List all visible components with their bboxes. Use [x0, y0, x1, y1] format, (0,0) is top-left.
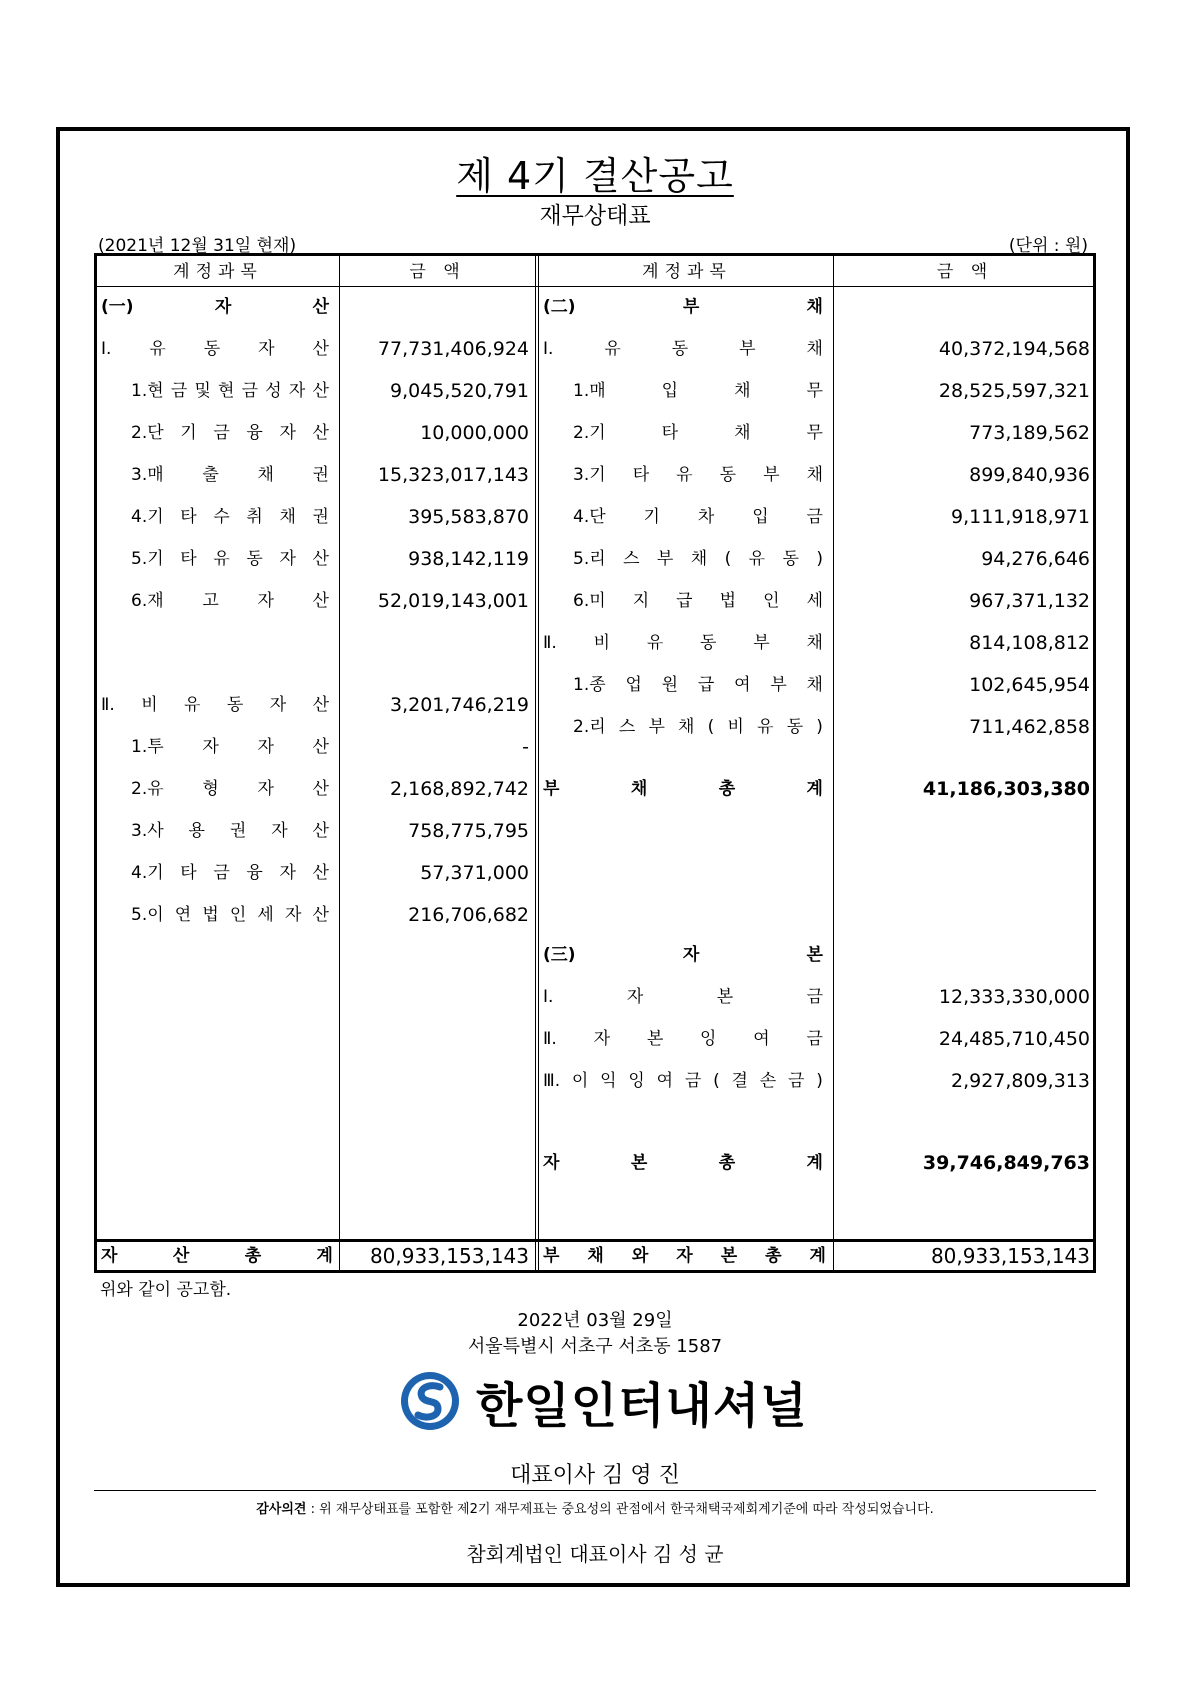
page-title: 제 4기 결산공고 [456, 154, 734, 198]
account-glyph: 부 [543, 779, 560, 799]
account-glyph: 인 [763, 591, 780, 611]
right-account-2 [573, 376, 823, 406]
account-glyph: 부 [770, 675, 787, 695]
account-glyph: 산 [312, 339, 329, 359]
account-glyph: 타 [180, 863, 197, 883]
account-glyph: 자 [626, 987, 644, 1007]
account-glyph: 와 [631, 1246, 649, 1266]
account-glyph: 채 [257, 465, 274, 485]
account-glyph: 2.기 [573, 423, 606, 443]
account-glyph: 금 [213, 423, 230, 443]
account-glyph: 동 [786, 717, 804, 737]
account-glyph: ( [713, 1071, 720, 1091]
account-glyph: 산 [312, 297, 329, 317]
account-glyph: 3.매 [131, 465, 164, 485]
left-amount-0 [340, 292, 529, 322]
account-glyph: 4.기 [131, 863, 164, 883]
account-glyph: 연 [174, 905, 192, 925]
account-glyph: 부 [739, 339, 756, 359]
header-amount-right: 금 액 [936, 262, 994, 282]
account-glyph: Ⅰ. [543, 987, 554, 1007]
account-glyph: 타 [661, 423, 679, 443]
account-glyph: 자 [279, 863, 296, 883]
left-account-7 [131, 586, 329, 616]
account-glyph: 비 [593, 633, 611, 653]
account-glyph: 자 [279, 549, 296, 569]
left-account-9 [131, 732, 329, 762]
account-glyph: 권 [229, 821, 247, 841]
divider [94, 1490, 1096, 1491]
account-glyph: 3.기 [573, 465, 606, 485]
unit-note: (단위 : 원) [1008, 236, 1088, 256]
account-glyph: 권 [312, 507, 329, 527]
account-glyph: 6.재 [131, 591, 164, 611]
account-glyph: 5.이 [131, 905, 164, 925]
account-glyph: 여 [734, 675, 751, 695]
right-amount-15: 2,927,809,313 [950, 1070, 1090, 1092]
account-glyph: 총 [765, 1246, 782, 1266]
account-glyph: 1.종 [573, 675, 606, 695]
account-glyph: 금 [806, 1029, 823, 1049]
account-glyph: 유 [213, 549, 230, 569]
total-liab-equity-amount: 80,933,153,143 [930, 1244, 1090, 1268]
account-glyph: 수 [213, 507, 230, 527]
right-amount-3: 773,189,562 [969, 422, 1090, 444]
account-glyph: 자 [214, 297, 232, 317]
account-glyph: 자 [271, 821, 288, 841]
account-glyph: 이 [571, 1071, 589, 1091]
account-glyph: 성 [265, 381, 282, 401]
account-glyph: 총 [244, 1246, 262, 1266]
left-account-0 [101, 292, 329, 322]
account-glyph: 인 [229, 905, 247, 925]
account-glyph: 채 [279, 507, 296, 527]
account-glyph: 타 [632, 465, 650, 485]
audit-opinion [0, 1498, 1190, 1517]
right-amount-0 [834, 292, 1090, 322]
right-amount-7: 967,371,132 [969, 590, 1090, 612]
account-glyph: 동 [246, 549, 263, 569]
right-account-3 [573, 418, 823, 448]
account-glyph: Ⅱ. [543, 1029, 557, 1049]
account-glyph: 무 [806, 381, 823, 401]
account-glyph: 채 [734, 381, 751, 401]
left-amount-5: 395,583,870 [408, 506, 529, 528]
account-glyph: 세 [806, 591, 823, 611]
account-glyph: 여 [753, 1029, 770, 1049]
center-divider [535, 256, 539, 1270]
account-glyph: 세 [257, 905, 274, 925]
right-amount-5: 9,111,918,971 [950, 506, 1090, 528]
account-glyph: 산 [312, 905, 329, 925]
account-glyph: 자 [101, 1246, 118, 1266]
account-glyph: 산 [312, 381, 329, 401]
audit-text: : 위 재무상태표를 포함한 제2기 재무제표는 중요성의 관점에서 한국채택국제회계기준에 따라 작성되었습니다. [306, 1502, 934, 1517]
left-account-2 [131, 376, 329, 406]
company-name: 한일인터내셔널 [476, 1377, 808, 1434]
account-glyph: 타 [180, 507, 197, 527]
right-amount-4: 899,840,936 [969, 464, 1090, 486]
left-account-12 [131, 858, 329, 888]
right-account-0 [543, 292, 823, 322]
account-glyph: 총 [718, 779, 736, 799]
account-glyph: ( [707, 717, 715, 737]
account-glyph: 유 [604, 339, 621, 359]
account-glyph: 급 [697, 675, 715, 695]
account-glyph: 계 [316, 1246, 333, 1266]
account-glyph: 계 [806, 1153, 823, 1173]
account-glyph: 2.유 [131, 779, 164, 799]
left-amount-7: 52,019,143,001 [377, 590, 529, 612]
left-account-10 [131, 774, 329, 804]
account-glyph: 계 [806, 779, 823, 799]
right-account-8 [543, 628, 823, 658]
account-glyph: 채 [630, 779, 648, 799]
account-glyph: 2.단 [131, 423, 164, 443]
account-glyph: 융 [246, 423, 263, 443]
account-glyph: 6.미 [573, 591, 606, 611]
account-glyph: 3.사 [131, 821, 164, 841]
account-glyph: 동 [700, 633, 717, 653]
total-liab-equity-label [543, 1239, 826, 1273]
right-account-15 [543, 1066, 823, 1096]
account-glyph: (二) [543, 297, 576, 317]
account-glyph: 유 [676, 465, 693, 485]
account-glyph: 지 [632, 591, 650, 611]
right-account-1 [543, 334, 823, 364]
right-amount-9: 102,645,954 [969, 674, 1090, 696]
account-glyph: 부 [543, 1246, 560, 1266]
account-glyph: 동 [719, 465, 737, 485]
left-amount-3: 10,000,000 [420, 422, 529, 444]
right-account-9 [573, 670, 823, 700]
account-glyph: 형 [202, 779, 219, 799]
left-amount-11: 758,775,795 [408, 820, 529, 842]
account-glyph: ( [724, 549, 732, 569]
account-glyph: (三) [543, 945, 576, 965]
right-account-16 [543, 1148, 823, 1178]
account-glyph: 자 [279, 423, 296, 443]
account-glyph: Ⅰ. [101, 339, 112, 359]
right-amount-16: 39,746,849,763 [922, 1152, 1090, 1174]
left-amount-10: 2,168,892,742 [389, 778, 529, 800]
left-amount-12: 57,371,000 [420, 862, 529, 884]
account-glyph: 자 [288, 381, 306, 401]
account-glyph: 채 [587, 1246, 604, 1266]
account-glyph: 자 [676, 1246, 693, 1266]
col-divider [339, 256, 340, 1270]
account-glyph: 5.기 [131, 549, 164, 569]
left-amount-8: 3,201,746,219 [389, 694, 529, 716]
account-glyph: 산 [312, 737, 329, 757]
logo-emblem-icon [398, 1369, 462, 1433]
account-glyph: 급 [676, 591, 693, 611]
account-glyph: 법 [719, 591, 737, 611]
account-glyph: 부 [682, 297, 700, 317]
right-account-14 [543, 1024, 823, 1054]
statement-subtitle: 재무상태표 [539, 203, 651, 229]
account-glyph: 및 [194, 381, 211, 401]
account-glyph: 유 [757, 717, 774, 737]
right-account-6 [573, 544, 823, 574]
account-glyph: 유 [748, 549, 766, 569]
account-glyph: 채 [806, 297, 823, 317]
account-glyph: 동 [782, 549, 799, 569]
left-amount-9: - [522, 736, 529, 758]
header-account-right: 계정과목 [642, 262, 732, 282]
account-glyph: 잉 [628, 1071, 645, 1091]
account-glyph: 자 [257, 591, 274, 611]
account-glyph: 금 [806, 507, 823, 527]
account-glyph: 현 [218, 381, 235, 401]
account-glyph: 금 [788, 1071, 805, 1091]
notice-text: 위와 같이 공고함. [100, 1280, 232, 1300]
account-glyph: 산 [172, 1246, 190, 1266]
account-glyph: 본 [646, 1029, 664, 1049]
right-amount-2: 28,525,597,321 [938, 380, 1090, 402]
account-glyph: 스 [623, 549, 640, 569]
account-glyph: 동 [226, 695, 244, 715]
balance-sheet-table [94, 253, 1096, 1273]
account-glyph: 권 [312, 465, 329, 485]
left-amount-6: 938,142,119 [408, 548, 529, 570]
left-account-3 [131, 418, 329, 448]
account-glyph: 산 [312, 695, 329, 715]
account-glyph: ) [816, 717, 823, 737]
col-divider [833, 256, 834, 1270]
account-glyph: Ⅱ. [543, 633, 557, 653]
account-glyph: 법 [202, 905, 219, 925]
header-rule [97, 286, 1093, 287]
right-amount-12 [834, 940, 1090, 970]
company-address: 서울특별시 서초구 서초동 1587 [467, 1336, 723, 1357]
header-amount-left: 금 액 [409, 262, 466, 282]
left-account-6 [131, 544, 329, 574]
account-glyph: 총 [718, 1153, 736, 1173]
right-account-7 [573, 586, 823, 616]
account-glyph: 채 [806, 675, 823, 695]
account-glyph: 계 [809, 1246, 826, 1266]
account-glyph: 유 [149, 339, 166, 359]
account-glyph: 자 [682, 945, 700, 965]
account-glyph: 입 [752, 507, 769, 527]
account-glyph: 산 [312, 779, 329, 799]
audit-label: 감사의견 [256, 1502, 307, 1517]
account-glyph: 5.리 [573, 549, 606, 569]
account-glyph: 본 [806, 945, 823, 965]
account-glyph: 결 [731, 1071, 748, 1091]
account-glyph: 부 [656, 549, 674, 569]
right-amount-10: 711,462,858 [969, 716, 1090, 738]
account-glyph: 채 [734, 423, 751, 443]
account-glyph: 여 [656, 1071, 674, 1091]
left-account-4 [131, 460, 329, 490]
account-glyph: 비 [141, 695, 158, 715]
right-account-4 [573, 460, 823, 490]
right-amount-6: 94,276,646 [981, 548, 1090, 570]
account-glyph: 스 [618, 717, 636, 737]
account-glyph: 출 [202, 465, 219, 485]
account-glyph: 1.현 [131, 381, 164, 401]
account-glyph: 4.기 [131, 507, 164, 527]
account-glyph: 손 [759, 1071, 777, 1091]
account-glyph: 자 [284, 905, 302, 925]
account-glyph: 기 [643, 507, 660, 527]
account-glyph: 금 [170, 381, 188, 401]
audit-firm: 참회계법인 대표이사 김 성 균 [466, 1542, 724, 1566]
account-glyph: 자 [269, 695, 287, 715]
announce-date: 2022년 03월 29일 [517, 1310, 673, 1331]
right-amount-8: 814,108,812 [969, 632, 1090, 654]
left-account-5 [131, 502, 329, 532]
right-amount-14: 24,485,710,450 [938, 1028, 1090, 1050]
account-glyph: Ⅲ. [543, 1071, 561, 1091]
account-glyph: 익 [600, 1071, 617, 1091]
right-account-13 [543, 982, 823, 1012]
right-amount-1: 40,372,194,568 [938, 338, 1090, 360]
account-glyph: 용 [188, 821, 205, 841]
account-glyph: ) [816, 1071, 823, 1091]
left-account-8 [101, 690, 329, 720]
left-account-13 [131, 900, 329, 930]
left-account-1 [101, 334, 329, 364]
left-amount-2: 9,045,520,791 [389, 380, 529, 402]
account-glyph: 채 [690, 549, 708, 569]
account-glyph: 채 [806, 633, 823, 653]
account-glyph: Ⅰ. [543, 339, 554, 359]
account-glyph: 잉 [700, 1029, 717, 1049]
left-amount-1: 77,731,406,924 [377, 338, 529, 360]
left-amount-13: 216,706,682 [408, 904, 529, 926]
account-glyph: 유 [184, 695, 201, 715]
account-glyph: 자 [257, 779, 274, 799]
account-glyph: 자 [593, 1029, 611, 1049]
right-account-11 [543, 774, 823, 804]
account-glyph: 1.매 [573, 381, 606, 401]
total-assets-amount: 80,933,153,143 [369, 1244, 529, 1268]
ceo-signature: 대표이사 김 영 진 [510, 1463, 680, 1488]
account-glyph: 고 [202, 591, 219, 611]
account-glyph: 부 [648, 717, 665, 737]
account-glyph: (一) [101, 297, 134, 317]
account-glyph: 채 [806, 465, 823, 485]
right-account-5 [573, 502, 823, 532]
account-glyph: 자 [257, 737, 274, 757]
account-glyph: 산 [312, 591, 329, 611]
account-glyph: 산 [312, 863, 329, 883]
account-glyph: 기 [180, 423, 197, 443]
left-amount-4: 15,323,017,143 [377, 464, 529, 486]
account-glyph: ) [816, 549, 823, 569]
account-glyph: 업 [625, 675, 642, 695]
account-glyph: 차 [697, 507, 715, 527]
account-glyph: 본 [630, 1153, 648, 1173]
right-account-12 [543, 940, 823, 970]
account-glyph: Ⅱ. [101, 695, 115, 715]
account-glyph: 취 [246, 507, 263, 527]
account-glyph: 원 [661, 675, 679, 695]
account-glyph: 금 [806, 987, 823, 1007]
account-glyph: 금 [213, 863, 230, 883]
account-glyph: 산 [312, 821, 329, 841]
account-glyph: 산 [312, 549, 329, 569]
account-glyph: 동 [671, 339, 689, 359]
account-glyph: 자 [202, 737, 219, 757]
account-glyph: 4.단 [573, 507, 606, 527]
account-glyph: 금 [684, 1071, 702, 1091]
account-glyph: 타 [180, 549, 197, 569]
right-amount-13: 12,333,330,000 [938, 986, 1090, 1008]
account-glyph: 부 [763, 465, 780, 485]
account-glyph: 산 [312, 423, 329, 443]
account-glyph: 자 [543, 1153, 560, 1173]
account-glyph: 동 [203, 339, 221, 359]
right-account-10 [573, 712, 823, 742]
total-assets-label [101, 1239, 333, 1273]
account-glyph: 채 [806, 339, 823, 359]
account-glyph: 비 [727, 717, 744, 737]
account-glyph: 채 [678, 717, 695, 737]
account-glyph: 입 [661, 381, 679, 401]
account-glyph: 본 [720, 1246, 738, 1266]
as-of-date: (2021년 12월 31일 현재) [98, 236, 297, 256]
account-glyph: 자 [258, 339, 275, 359]
account-glyph: 1.투 [131, 737, 164, 757]
header-account-left: 계정과목 [173, 262, 263, 282]
right-amount-11: 41,186,303,380 [922, 778, 1090, 800]
account-glyph: 본 [716, 987, 734, 1007]
account-glyph: 금 [241, 381, 259, 401]
left-account-11 [131, 816, 329, 846]
account-glyph: 부 [753, 633, 770, 653]
account-glyph: 2.리 [573, 717, 606, 737]
account-glyph: 유 [646, 633, 664, 653]
account-glyph: 무 [806, 423, 823, 443]
company-logo [398, 1368, 818, 1434]
account-glyph: 융 [246, 863, 263, 883]
